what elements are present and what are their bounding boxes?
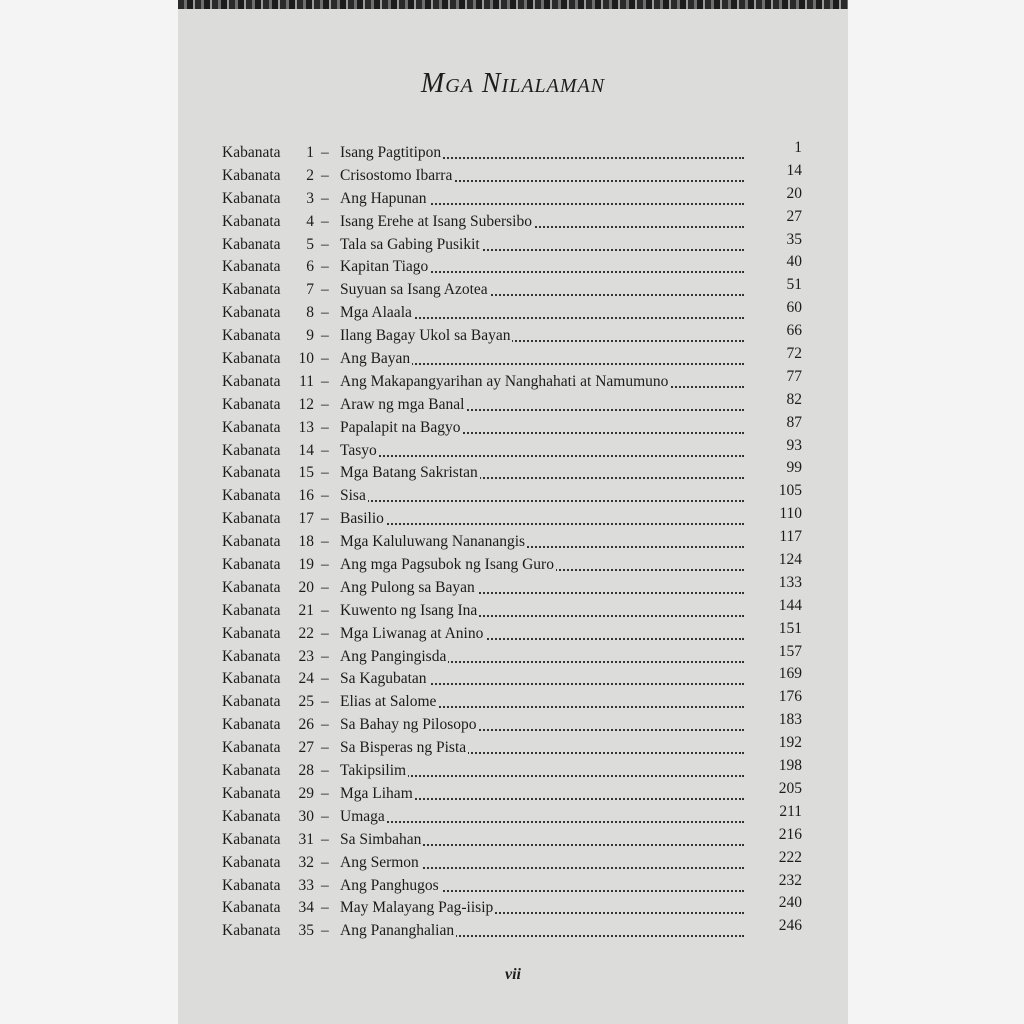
entry-number: 20 — [298, 578, 314, 596]
entry-label: Kabanata — [222, 464, 281, 482]
toc-entry — [222, 917, 802, 943]
entry-title-wrap — [340, 670, 429, 688]
entry-number: 11 — [299, 372, 314, 390]
entry-title: May Malayang Pag-iisip — [340, 899, 494, 917]
entry-page: 216 — [778, 825, 802, 843]
entry-page: 60 — [786, 299, 802, 317]
entry-number: 18 — [298, 533, 314, 551]
entry-title-wrap — [340, 510, 386, 528]
entry-title-wrap — [340, 487, 368, 505]
entry-number: 30 — [298, 807, 314, 825]
entry-page: 20 — [786, 184, 802, 202]
entry-number: 2 — [306, 166, 314, 184]
entry-page: 183 — [778, 711, 802, 729]
entry-title: Elias at Salome — [340, 693, 437, 711]
toc-entry — [222, 299, 802, 325]
toc-entry — [222, 322, 802, 348]
entry-label: Kabanata — [222, 487, 281, 505]
entry-page: 157 — [778, 642, 802, 660]
page-top-edge — [178, 0, 848, 9]
entry-title: Ang Bayan — [340, 350, 411, 368]
entry-page: 93 — [786, 436, 802, 454]
entry-label: Kabanata — [222, 258, 281, 276]
entry-title-wrap — [340, 579, 477, 597]
entry-page: 14 — [786, 161, 802, 179]
entry-label: Kabanata — [222, 601, 281, 619]
entry-title-wrap — [340, 831, 423, 849]
entry-title-wrap — [340, 785, 415, 803]
entry-title: Ang Panghugos — [340, 876, 439, 894]
toc-entry — [222, 802, 802, 829]
entry-page: 205 — [778, 779, 802, 797]
entry-title-wrap — [340, 533, 527, 551]
entry-number: 32 — [298, 853, 314, 871]
entry-number: 5 — [306, 235, 314, 253]
entry-page: 124 — [778, 551, 802, 569]
table-of-contents — [222, 139, 802, 943]
entry-dash: – — [321, 853, 329, 871]
entry-dash: – — [321, 556, 329, 574]
entry-title: Kapitan Tiago — [340, 258, 429, 276]
entry-title: Mga Batang Sakristan — [340, 464, 478, 482]
entry-title-wrap — [340, 419, 463, 437]
entry-title: Ang Sermon — [340, 853, 419, 871]
entry-label: Kabanata — [222, 876, 281, 894]
entry-label: Kabanata — [222, 304, 281, 322]
entry-title: Ang mga Pagsubok ng Isang Guro — [340, 556, 554, 574]
entry-dash: – — [321, 510, 329, 528]
entry-page: 77 — [786, 367, 802, 385]
entry-page: 27 — [786, 207, 802, 225]
entry-dash: – — [321, 144, 329, 161]
entry-title: Mga Liham — [340, 784, 413, 802]
entry-title: Ang Makapangyarihan ay Nanghahati at Namumuno — [340, 372, 669, 390]
entry-title-wrap — [340, 442, 379, 460]
entry-title: Sa Bisperas ng Pista — [340, 739, 467, 757]
entry-dash: – — [321, 807, 329, 825]
entry-page: 51 — [786, 276, 802, 294]
entry-title: Crisostomo Ibarra — [340, 166, 453, 184]
entry-dash: – — [321, 258, 329, 276]
entry-page: 198 — [778, 757, 802, 775]
entry-label: Kabanata — [222, 441, 281, 459]
entry-label: Kabanata — [222, 624, 281, 642]
toc-entry — [222, 184, 802, 211]
entry-title-wrap — [340, 739, 468, 757]
toc-entry — [222, 825, 802, 852]
entry-dash: – — [321, 876, 329, 894]
entry-dash: – — [321, 418, 329, 436]
page-number-folio: vii — [505, 966, 521, 983]
entry-title-wrap — [340, 350, 412, 368]
entry-title-wrap — [340, 648, 448, 666]
entry-page: 40 — [786, 253, 802, 271]
entry-page: 192 — [778, 734, 802, 752]
entry-title-wrap — [340, 373, 670, 391]
dot-leader — [340, 821, 744, 823]
entry-number: 21 — [298, 601, 314, 619]
toc-entry — [222, 413, 802, 440]
entry-title-wrap — [340, 258, 430, 276]
toc-entry — [222, 688, 802, 714]
entry-dash: – — [321, 189, 329, 207]
entry-number: 19 — [298, 556, 314, 574]
page-title: Mga Nilalaman — [420, 68, 606, 99]
entry-number: 3 — [306, 189, 314, 207]
entry-dash: – — [321, 899, 329, 917]
toc-entry — [222, 161, 802, 188]
toc-entry — [222, 757, 802, 783]
entry-title-wrap — [340, 877, 441, 895]
entry-number: 33 — [298, 876, 314, 894]
entry-label: Kabanata — [222, 899, 281, 917]
entry-page: 169 — [778, 665, 802, 683]
entry-title-wrap — [340, 144, 443, 162]
entry-number: 4 — [306, 212, 314, 230]
entry-title: Sa Bahay ng Pilosopo — [340, 716, 477, 734]
entry-dash: – — [321, 830, 329, 848]
entry-number: 27 — [298, 739, 314, 757]
entry-dash: – — [321, 441, 329, 459]
entry-title: Ang Hapunan — [340, 189, 427, 207]
toc-entry — [222, 619, 802, 646]
entry-label: Kabanata — [222, 670, 281, 688]
entry-title-wrap — [340, 922, 456, 940]
toc-entry — [222, 230, 802, 257]
entry-label: Kabanata — [222, 922, 281, 940]
entry-number: 24 — [298, 670, 314, 688]
toc-entry — [222, 642, 802, 669]
entry-number: 28 — [298, 762, 314, 780]
entry-number: 17 — [298, 510, 314, 528]
entry-title: Sa Kagubatan — [340, 670, 427, 688]
entry-title: Sa Simbahan — [340, 830, 422, 848]
toc-entry — [222, 139, 802, 165]
entry-title-wrap — [340, 808, 387, 826]
entry-title-wrap — [340, 327, 512, 345]
entry-dash: – — [321, 212, 329, 230]
toc-entry — [222, 665, 802, 691]
entry-label: Kabanata — [222, 350, 281, 368]
entry-title-wrap — [340, 556, 556, 574]
entry-title-wrap — [340, 693, 438, 711]
entry-title-wrap — [340, 304, 414, 322]
entry-label: Kabanata — [222, 189, 281, 207]
toc-entry — [222, 711, 802, 737]
toc-entry — [222, 573, 802, 600]
entry-label: Kabanata — [222, 144, 281, 161]
entry-dash: – — [321, 350, 329, 368]
toc-entry — [222, 871, 802, 898]
toc-entry — [222, 848, 802, 875]
entry-title-wrap — [340, 464, 480, 482]
toc-entry — [222, 505, 802, 531]
entry-title-wrap — [340, 190, 429, 208]
entry-page: 144 — [778, 596, 802, 614]
entry-dash: – — [321, 784, 329, 802]
entry-page: 105 — [778, 482, 802, 500]
entry-title-wrap — [340, 762, 408, 780]
entry-dash: – — [321, 304, 329, 322]
entry-dash: – — [321, 647, 329, 665]
entry-number: 6 — [306, 258, 314, 276]
entry-title: Mga Alaala — [340, 304, 412, 322]
toc-entry — [222, 367, 802, 394]
entry-page: 211 — [779, 802, 802, 820]
entry-number: 22 — [298, 624, 314, 642]
entry-label: Kabanata — [222, 739, 281, 757]
entry-title: Ang Pulong sa Bayan — [340, 578, 475, 596]
entry-number: 35 — [298, 922, 314, 940]
entry-title: Mga Liwanag at Anino — [340, 624, 484, 642]
entry-dash: – — [321, 464, 329, 482]
entry-title-wrap — [340, 716, 479, 734]
entry-label: Kabanata — [222, 212, 281, 230]
entry-title: Suyuan sa Isang Azotea — [340, 281, 488, 299]
entry-label: Kabanata — [222, 578, 281, 596]
entry-label: Kabanata — [222, 327, 281, 345]
toc-entry — [222, 390, 802, 417]
entry-number: 7 — [306, 281, 314, 299]
toc-entry — [222, 779, 802, 806]
entry-label: Kabanata — [222, 533, 281, 551]
entry-title-wrap — [340, 213, 534, 231]
entry-number: 31 — [298, 830, 314, 848]
entry-title: Umaga — [340, 807, 385, 825]
entry-page: 133 — [778, 573, 802, 591]
entry-title: Takipsilim — [340, 762, 407, 780]
entry-title: Kuwento ng Isang Ina — [340, 601, 478, 619]
entry-page: 35 — [786, 230, 802, 248]
entry-label: Kabanata — [222, 762, 281, 780]
entry-title: Tasyo — [340, 441, 377, 459]
toc-entry — [222, 734, 802, 760]
entry-label: Kabanata — [222, 166, 281, 184]
entry-number: 23 — [298, 647, 314, 665]
entry-label: Kabanata — [222, 784, 281, 802]
entry-dash: – — [321, 327, 329, 345]
toc-entry — [222, 596, 802, 623]
entry-label: Kabanata — [222, 395, 281, 413]
dot-leader — [340, 523, 744, 525]
toc-entry — [222, 345, 802, 371]
entry-dash: – — [321, 487, 329, 505]
entry-title: Isang Pagtitipon — [340, 144, 442, 161]
entry-label: Kabanata — [222, 853, 281, 871]
entry-dash: – — [321, 739, 329, 757]
entry-dash: – — [321, 533, 329, 551]
entry-dash: – — [321, 281, 329, 299]
entry-page: 240 — [778, 894, 802, 912]
entry-number: 16 — [298, 487, 314, 505]
entry-title: Sisa — [340, 487, 366, 505]
entry-page: 117 — [779, 528, 802, 546]
entry-number: 34 — [298, 899, 314, 917]
entry-number: 25 — [298, 693, 314, 711]
entry-label: Kabanata — [222, 647, 281, 665]
entry-title: Tala sa Gabing Pusikit — [340, 235, 480, 253]
entry-title: Ilang Bagay Ukol sa Bayan — [340, 327, 511, 345]
entry-dash: – — [321, 670, 329, 688]
entry-title-wrap — [340, 899, 495, 917]
entry-dash: – — [321, 578, 329, 596]
entry-page: 1 — [794, 139, 802, 156]
entry-title-wrap — [340, 236, 482, 254]
entry-page: 87 — [786, 413, 802, 431]
entry-label: Kabanata — [222, 281, 281, 299]
entry-dash: – — [321, 601, 329, 619]
entry-page: 82 — [786, 390, 802, 408]
entry-dash: – — [321, 693, 329, 711]
entry-title: Papalapit na Bagyo — [340, 418, 461, 436]
dot-leader — [340, 500, 744, 502]
entry-dash: – — [321, 395, 329, 413]
entry-dash: – — [321, 624, 329, 642]
toc-entry — [222, 276, 802, 302]
entry-title: Basilio — [340, 510, 384, 528]
entry-title: Ang Pananghalian — [340, 922, 455, 940]
toc-entry — [222, 207, 802, 234]
entry-number: 8 — [306, 304, 314, 322]
entry-dash: – — [321, 716, 329, 734]
entry-label: Kabanata — [222, 372, 281, 390]
entry-title-wrap — [340, 281, 490, 299]
entry-label: Kabanata — [222, 830, 281, 848]
toc-entry — [222, 436, 802, 463]
entry-number: 29 — [298, 784, 314, 802]
entry-label: Kabanata — [222, 556, 281, 574]
entry-number: 13 — [298, 418, 314, 436]
entry-dash: – — [321, 166, 329, 184]
entry-title: Isang Erehe at Isang Subersibo — [340, 212, 532, 230]
entry-title: Araw ng mga Banal — [340, 395, 465, 413]
entry-number: 10 — [298, 350, 314, 368]
entry-number: 14 — [298, 441, 314, 459]
toc-entry — [222, 551, 802, 577]
entry-page: 72 — [786, 345, 802, 363]
entry-label: Kabanata — [222, 693, 281, 711]
entry-page: 66 — [786, 322, 802, 340]
entry-page: 222 — [778, 848, 802, 866]
entry-title-wrap — [340, 396, 466, 414]
entry-page: 110 — [779, 505, 802, 523]
entry-title-wrap — [340, 602, 479, 620]
entry-page: 246 — [778, 917, 802, 935]
entry-page: 176 — [778, 688, 802, 706]
entry-dash: – — [321, 372, 329, 390]
entry-title-wrap — [340, 625, 485, 643]
toc-entry — [222, 459, 802, 485]
toc-entry — [222, 482, 802, 508]
dot-leader — [340, 455, 744, 457]
entry-title-wrap — [340, 854, 421, 872]
entry-label: Kabanata — [222, 716, 281, 734]
entry-title: Ang Pangingisda — [340, 647, 447, 665]
entry-number: 12 — [298, 395, 314, 413]
entry-page: 151 — [778, 619, 802, 637]
toc-entry — [222, 894, 802, 920]
entry-label: Kabanata — [222, 510, 281, 528]
book-page — [178, 0, 848, 1024]
entry-label: Kabanata — [222, 235, 281, 253]
entry-number: 26 — [298, 716, 314, 734]
entry-page: 99 — [786, 459, 802, 477]
entry-number: 1 — [306, 144, 314, 161]
entry-dash: – — [321, 235, 329, 253]
toc-entry — [222, 528, 802, 554]
entry-number: 9 — [306, 327, 314, 345]
entry-page: 232 — [778, 871, 802, 889]
entry-dash: – — [321, 922, 329, 940]
toc-entry — [222, 253, 802, 279]
entry-label: Kabanata — [222, 807, 281, 825]
entry-title: Mga Kaluluwang Nananangis — [340, 533, 526, 551]
entry-number: 15 — [298, 464, 314, 482]
entry-title-wrap — [340, 167, 454, 185]
entry-label: Kabanata — [222, 418, 281, 436]
entry-dash: – — [321, 762, 329, 780]
